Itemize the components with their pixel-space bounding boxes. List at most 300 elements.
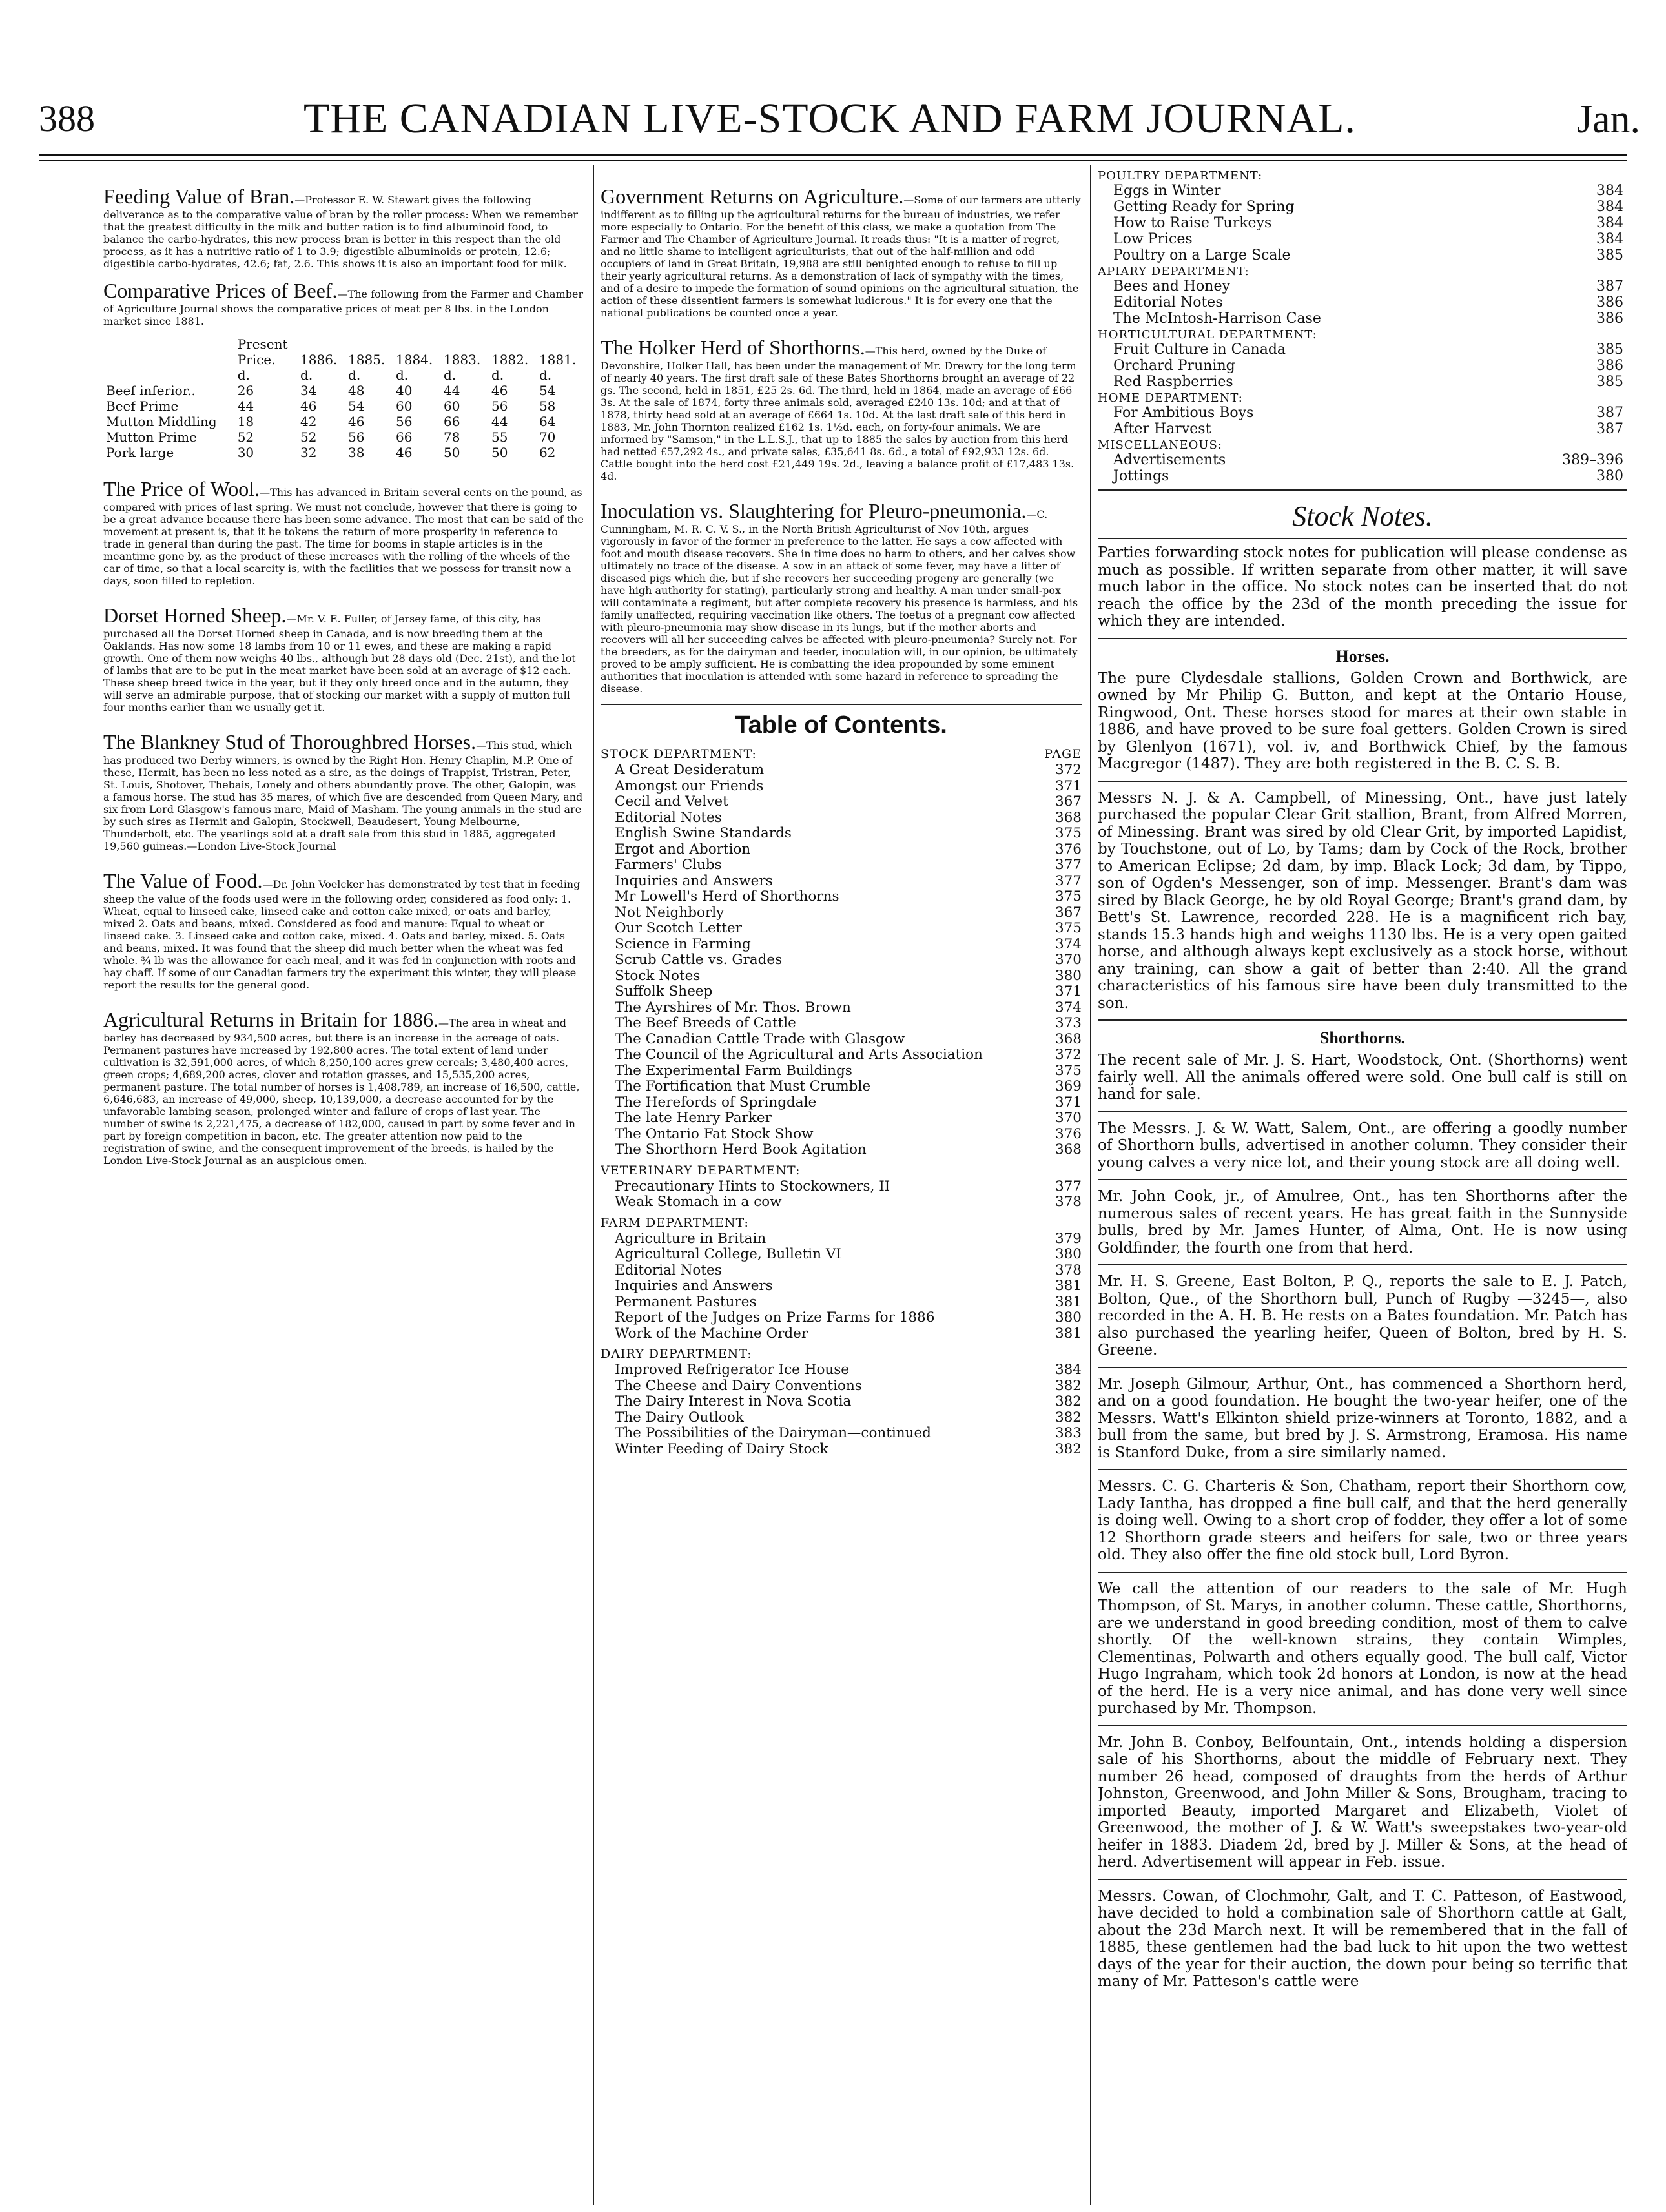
toc-section-name: HOME DEPARTMENT: <box>1098 391 1243 405</box>
toc-entry-title: Permanent Pastures <box>615 1293 757 1310</box>
toc-entry-title: Agriculture in Britain <box>615 1230 766 1247</box>
toc-section-name: MISCELLANEOUS: <box>1098 438 1222 452</box>
toc-entry <box>601 1326 1082 1342</box>
toc-entry-page: 387 <box>1596 405 1623 421</box>
table-cell: d. <box>539 367 552 383</box>
table-cell: d. <box>491 367 504 383</box>
table-cell: Beef inferior.. <box>106 383 196 398</box>
toc-entry-title: Work of the Machine Order <box>615 1325 808 1342</box>
toc-entry-page: 378 <box>1054 1262 1082 1278</box>
toc-entry-page: 385 <box>1596 342 1623 358</box>
table-cell: 46 <box>300 398 317 414</box>
toc-section-heading <box>601 1163 1082 1178</box>
toc-entry <box>601 1394 1082 1410</box>
toc-entry <box>601 968 1082 985</box>
toc-entry-page: 384 <box>1596 231 1623 247</box>
table-cell: d. <box>300 367 313 383</box>
toc-entry <box>1098 231 1627 247</box>
toc-entry-title: How to Raise Turkeys <box>1113 215 1272 231</box>
toc-entry-title: Getting Ready for Spring <box>1113 199 1295 215</box>
table-cell: 50 <box>443 445 460 460</box>
toc-entry <box>601 1000 1082 1016</box>
table-header-row <box>103 367 584 383</box>
toc-entry-page: 380 <box>1596 468 1623 484</box>
toc-entry <box>601 810 1082 826</box>
toc-entry <box>601 1362 1082 1378</box>
toc-entry-page: 368 <box>1054 1030 1082 1047</box>
table-cell: 42 <box>300 414 317 429</box>
table-cell: 60 <box>396 398 413 414</box>
table-cell: Mutton Middling <box>106 414 217 429</box>
toc-entry-title: Improved Refrigerator Ice House <box>615 1362 850 1378</box>
toc-section-name: HORTICULTURAL DEPARTMENT: <box>1098 328 1317 342</box>
table-row <box>103 445 584 460</box>
toc-entry <box>1098 311 1627 327</box>
toc-entry <box>601 1278 1082 1295</box>
toc-entry-title: Bees and Honey <box>1113 278 1230 294</box>
table-cell <box>537 336 584 352</box>
toc-entry-page: 375 <box>1054 888 1082 905</box>
toc-entry <box>601 1047 1082 1063</box>
table-cell: 1885. <box>348 352 386 367</box>
toc-entry <box>601 1410 1082 1426</box>
stock-note: Messrs. C. G. Charteris & Son, Chatham, report their Shorthorn cow, Lady Iantha, has dropped a fine bull calf, and that the herd generally is doing well. Owing to a short crop of fodder, they offer a lot of some 12 Shorthorn grade steers and heifers for sale, two or three years old. They also offer the fine old stock bull, Lord Byron. <box>1098 1478 1627 1573</box>
toc-entry-title: Red Raspberries <box>1113 374 1233 390</box>
stock-note: Mr. H. S. Greene, East Bolton, P. Q., reports the sale to E. J. Patch, Bolton, Que., of the Shorthorn bull, Punch of Rugby —3245—, also recorded in the A. H. B. He rests on a Bates foundation. Mr. Patch has also purchased the yearling heifer, Queen of Bolton, bred by H. S. Greene. <box>1098 1273 1627 1368</box>
toc-entry <box>601 1426 1082 1442</box>
toc-entry-title: The late Henry Parker <box>615 1110 772 1126</box>
toc-entry <box>601 842 1082 858</box>
toc-entry <box>601 826 1082 842</box>
table-cell: 1884. <box>396 352 433 367</box>
stock-note: The recent sale of Mr. J. S. Hart, Woodstock, Ont. (Shorthorns) went fairly well. All the animals offered were sold. One bull calf is still on hand for sale. <box>1098 1052 1627 1112</box>
section-rule <box>1098 489 1627 491</box>
table-cell: 1883. <box>443 352 481 367</box>
toc-entry-page: 375 <box>1054 825 1082 841</box>
toc-entry <box>601 1016 1082 1032</box>
stock-note: Messrs N. J. & A. Campbell, of Minessing, Ont., have just lately purchased the popular Clear Grit stallion, Brant, from Alfred Morren, of Minessing. Brant was sired by old Clear Grit, by imported Lapidist, by Touchstone, out of Lo, by Tams; dam by Cock of the Rock, brother to American Eclipse; 2d dam, by imp. Black Lock; 3d dam, by Tippo, son of Ogden's Messenger, son of imp. Messenger. Brant's dam was sired by Black George, he by old Royal George; Brant's grand dam, by Bett's St. Lawrence, recorded 228. He is a magnificent rich bay, stands 15.3 hands high and weighs 1130 lbs. He is a very open gaited horse, and although always kept exclusively as a stock horse, without any training, can show a gait of better than 2:40. All the grand characteristics of his famous sire have been duly transmitted to the son. <box>1098 790 1627 1021</box>
toc-entry-title: The Cheese and Dairy Conventions <box>615 1377 862 1394</box>
toc-entry-page: 371 <box>1054 983 1082 999</box>
toc-entry <box>601 857 1082 874</box>
article-title: The Blankney Stud of Thoroughbred Horses. <box>103 730 477 753</box>
table-cell: 44 <box>443 383 460 398</box>
toc-entry <box>601 1295 1082 1311</box>
toc-entry-page: 375 <box>1054 1062 1082 1079</box>
table-row <box>103 414 584 429</box>
toc-entry-page: 384 <box>1054 1362 1082 1378</box>
toc-entry-title: After Harvest <box>1113 421 1211 437</box>
toc-entry-page: 379 <box>1054 1230 1082 1247</box>
toc-entry-page: 382 <box>1054 1377 1082 1394</box>
toc-entry-page: 377 <box>1054 857 1082 873</box>
toc-entry <box>1098 294 1627 311</box>
toc-entry <box>601 937 1082 953</box>
table-cell: 55 <box>491 429 508 445</box>
table-cell: 48 <box>348 383 365 398</box>
toc-entry <box>1098 358 1627 374</box>
toc-entry-page: 375 <box>1054 920 1082 936</box>
article-title: Comparative Prices of Beef. <box>103 279 338 302</box>
toc-entry <box>601 952 1082 968</box>
toc-entry <box>1098 468 1627 484</box>
toc-entry-title: Orchard Pruning <box>1113 358 1235 374</box>
toc-entry-page: 387 <box>1596 421 1623 437</box>
table-cell: 1886. <box>300 352 338 367</box>
table-cell: Beef Prime <box>106 398 179 414</box>
toc-entry-page: 371 <box>1054 777 1082 794</box>
table-cell <box>298 336 345 352</box>
article-title: Dorset Horned Sheep. <box>103 604 287 627</box>
toc-entry-page: 380 <box>1054 967 1082 984</box>
toc-entry <box>601 1142 1082 1158</box>
header-rule-thin <box>39 160 1627 161</box>
table-cell: Present <box>237 336 288 352</box>
table-cell: 44 <box>237 398 254 414</box>
table-cell: 32 <box>300 445 317 460</box>
toc-entry-page: 372 <box>1054 1047 1082 1063</box>
toc-entry-title: Cecil and Velvet <box>615 794 728 810</box>
toc-entry <box>601 984 1082 1000</box>
table-cell: 58 <box>539 398 556 414</box>
toc-section-heading <box>601 1347 1082 1361</box>
toc-entry-title: Stock Notes <box>615 967 701 984</box>
toc-entry <box>601 794 1082 810</box>
toc-entry-title: Scrub Cattle vs. Grades <box>615 952 783 968</box>
toc-entry-title: The Ayrshires of Mr. Thos. Brown <box>615 999 851 1016</box>
toc-entry <box>1098 215 1627 231</box>
toc-section-name: FARM DEPARTMENT: <box>601 1215 749 1230</box>
toc-section-heading <box>601 747 1082 761</box>
table-cell: 56 <box>396 414 413 429</box>
toc-section-name: APIARY DEPARTMENT: <box>1098 265 1250 278</box>
toc-entry-title: The Herefords of Springdale <box>615 1094 817 1111</box>
toc-entry-page: 368 <box>1054 809 1082 826</box>
toc-entry <box>601 1095 1082 1111</box>
journal-title: THE CANADIAN LIVE-STOCK AND FARM JOURNAL. <box>303 95 1356 142</box>
issue-month: Jan. <box>1576 97 1640 141</box>
toc-entry-title: Jottings <box>1113 468 1169 484</box>
table-cell: 50 <box>491 445 508 460</box>
toc-entry-title: Amongst our Friends <box>615 777 764 794</box>
toc-entry-page: 373 <box>1054 1015 1082 1031</box>
toc-entry-title: Advertisements <box>1113 452 1226 468</box>
toc-entry <box>1098 342 1627 358</box>
toc-entry-page: 369 <box>1054 1078 1082 1094</box>
toc-entry <box>601 1063 1082 1080</box>
table-cell: 62 <box>539 445 556 460</box>
toc-entry-title: Eggs in Winter <box>1113 183 1221 199</box>
table-cell: 46 <box>348 414 365 429</box>
table-cell: 66 <box>396 429 413 445</box>
toc-entry <box>1098 421 1627 437</box>
table-cell <box>103 336 235 352</box>
toc-list <box>601 747 1082 1457</box>
table-cell: 46 <box>491 383 508 398</box>
toc-entry-page: 386 <box>1596 294 1623 311</box>
toc-section-heading <box>1098 328 1627 342</box>
column-1: Feeding Value of Bran.—Professor E. W. Stewart gives the following deliverance as to the comparative value of bran by the roller process: When we remember that the greatest difficulty in the milk and butter ration is to find albuminoid food, to balance the carbo-hydrates, this new process bran is better in this respect than the old process, as it has a nutritive ratio of 1 to 3.9; digestible albuminoids or protein, 12.6; digestible carbo-hydrates, 42.6; fat, 2.6. This shows it is also an important food for milk. Comparative Prices of Beef.—The following from the Farmer and Chamber of Agriculture Journal shows the comparative prices of meat per 8 lbs. in the London market since 1881. Present Price. 1886. 1885. 1884. 1883. 1882. 1881. d. d. d. d. d. d. d. Beef inferior.. 26 34 48 40 44 46 54 Beef Prime 44 46 54 60 60 56 58 Mutton Middling 18 42 46 56 66 44 64 Mutton Prime 52 52 56 66 78 55 70 Pork large 30 32 38 46 50 50 62 The Price of Wool.—This has advanced in Britain several cents on the pound, as compared with prices of last spring. We must not conclude, however that there is going to be a great advance because there has been some advance. The most that can be said of the movement at present is, that it be tokens the return of more prosperity in reference to trade in general than during the past. The time for booms in staple articles is in the meantime gone by, as the product of these increases with the rolling of the wheels of the car of time, so that a local scarcity is, with the facilities that we possess for transit now a days, soon filled to repletion. Dorset Horned Sheep.—Mr. V. E. Fuller, of Jersey fame, of this city, has purchased all the Dorset Horned sheep in Canada, and is now breeding them at the Oaklands. Has now some 18 lambs from 10 or 11 ewes, and these are making a rapid growth. One of them now weighs 40 lbs., although but 28 days old (Dec. 21st), and the lot of lambs that are to be put in the meat market have been sold at an average of $12 each. These sheep breed twice in the year, but if they only breed once and in the autumn, they will serve an admirable purpose, that of stocking our market with a supply of mutton full four months earlier than we usually get it. The Blankney Stud of Thoroughbred Horses.—This stud, which has produced two Derby winners, is owned by the Right Hon. Henry Chaplin, M.P. One of these, Hermit, has been no less noted as a sire, as the doings of Trappist, Tristran, Peter, St. Louis, Shotover, Thebais, Lonely and others abundantly prove. The other, Galopin, was a famous horse. The stud has 35 mares, of which five are descended from Queen Mary, and six from Lord Glasgow's famous mare, Maid of Masham. The young animals in the stud are by such sires as Hermit and Galopin, Stockwell, Beaudesert, Young Melbourne, Thunderbolt, etc. The yearlings sold at a draft sale from this stud in 1885, aggregated 19,560 guineas.—London Live-Stock Journal The Value of Food.—Dr. John Voelcker has demonstrated by test that in feeding sheep the value of the foods used were in the following order, considered as food only: 1. Wheat, equal to linseed cake, linseed cake and cotton cake mixed, or oats and barley, mixed 2. Oats and beans, mixed. Considered as food and manure: Equal to wheat or linseed cake. 3. Linseed cake and cotton cake, mixed. 4. Oats and barley, mixed. 5. Oats and beans, mixed. It was found that the sheep did much better when the wheat was fed whole. ¾ lb was the allowance for each meal, and it was fed in conjunction with roots and hay chaff. If some of our Canadian farmers try the experiment this winter, they will please report the results for the general good. Agricultural Returns in Britain for 1886.—The area in wheat and barley has decreased by 934,500 acres, but there is an increase in the acreage of oats. Permanent pastures have increased by 192,800 acres. The total extent of land under cultivation is 32,591,000 acres, of which 8,250,100 acres grew cereals; 3,480,400 acres, green crops; 4,689,200 acres, clover and rotation grasses, and 15,535,200 acres, permanent pasture. The total number of horses is 1,408,789, an increase of 16,500, cattle, 6,646,683, an increase of 49,000, sheep, 10,139,000, a decrease accounted for by the unfavorable lambing season, prolonged winter and failure of crops of last year. The number of swine is 2,221,475, a decrease of 182,000, caused in part by some fever and in part by foreign competition in bacon, etc. The greater attention now paid to the registration of swine, and the consequent improvement of the breeds, is hailed by the London Live-Stock Journal as an auspicious omen. <box>103 185 584 1167</box>
toc-entry-title: Editorial Notes <box>615 809 722 826</box>
toc-section-name: STOCK DEPARTMENT: <box>601 747 757 761</box>
toc-entry-page: 381 <box>1054 1293 1082 1310</box>
toc-entry-title: The Dairy Interest in Nova Scotia <box>615 1393 852 1409</box>
toc-entry-page: 370 <box>1054 1110 1082 1126</box>
toc-entry-page: 387 <box>1596 278 1623 294</box>
toc-entry-title: Suffolk Sheep <box>615 983 713 999</box>
toc-entry-title: For Ambitious Boys <box>1113 405 1254 421</box>
table-cell: 34 <box>300 383 317 398</box>
toc-entry-page: 367 <box>1054 904 1082 921</box>
page-number: 388 <box>39 97 95 139</box>
table-cell: d. <box>443 367 457 383</box>
toc-entry-title: Winter Feeding of Dairy Stock <box>615 1440 828 1457</box>
toc-entry-page: 386 <box>1596 358 1623 374</box>
toc-entry <box>601 1247 1082 1263</box>
toc-section-heading <box>1098 265 1627 278</box>
table-cell: 56 <box>348 429 365 445</box>
table-cell <box>103 352 235 367</box>
table-cell: 52 <box>237 429 254 445</box>
stock-note: Mr. John Cook, jr., of Amulree, Ont., has ten Shorthorns after the numerous sales of recent years. He has great faith in the Sunnyside bulls, bred by Mr. James Hunter, of Alma, Ont. He is now using Goldfinder, the fourth one from that herd. <box>1098 1188 1627 1265</box>
toc-entry-title: Inquiries and Answers <box>615 872 773 889</box>
table-cell: 44 <box>491 414 508 429</box>
toc-entry-title: The Dairy Outlook <box>615 1409 744 1426</box>
table-header-row <box>103 352 584 367</box>
article-title: The Price of Wool. <box>103 477 260 500</box>
toc-section-name: DAIRY DEPARTMENT: <box>601 1347 752 1361</box>
table-cell: 1881. <box>539 352 577 367</box>
toc-entry <box>1098 199 1627 215</box>
toc-entry-title: Weak Stomach in a cow <box>615 1194 782 1210</box>
toc-entry-title: The Ontario Fat Stock Show <box>615 1125 814 1142</box>
article-title: The Holker Herd of Shorthorns. <box>601 336 865 359</box>
shorthorns-heading: Shorthorns. <box>1319 1029 1406 1047</box>
table-cell: Mutton Prime <box>106 429 197 445</box>
toc-entry <box>601 1378 1082 1395</box>
toc-entry <box>601 874 1082 890</box>
toc-entry <box>601 763 1082 779</box>
toc-entry-title: The Canadian Cattle Trade with Glasgow <box>615 1030 905 1047</box>
toc-section-heading <box>1098 438 1627 452</box>
toc-entry-page: 382 <box>1054 1440 1082 1457</box>
toc-entry-title: Poultry on a Large Scale <box>1113 247 1291 263</box>
toc-entry-page: 380 <box>1054 1309 1082 1326</box>
toc-entry <box>1098 452 1627 468</box>
section-rule <box>601 704 1082 705</box>
toc-entry <box>1098 405 1627 421</box>
table-cell: 30 <box>237 445 254 460</box>
toc-entry-page: 376 <box>1054 1125 1082 1142</box>
table-cell: 52 <box>300 429 317 445</box>
toc-entry-page: 386 <box>1596 311 1623 327</box>
page-header <box>39 97 1640 155</box>
toc-entry <box>601 1111 1082 1127</box>
column-2: Government Returns on Agriculture.—Some of our farmers are utterly indifferent as to filling up the agricultural returns for the bureau of industries, we refer more especially to Ontario. For the benefit of this class, we make a quotation from The Farmer and The Chamber of Agriculture Journal. It reads thus: "It is a matter of regret, and no little shame to intelligent agriculturists, that out of the half-million and odd occupiers of land in Great Britain, 19,988 are still benighted enough to refuse to fill up their yearly agricultural returns. As a demonstration of lack of sympathy with the times, and of a desire to impede the formation of sound opinions on the agricultural situation, the action of these dissentient farmers is somewhat ludicrous." It is for every one that the national publications be counted once a year. The Holker Herd of Shorthorns.—This herd, owned by the Duke of Devonshire, Holker Hall, has been under the management of Mr. Drewry for the long term of nearly 40 years. The first draft sale of these Bates Shorthorns brought an average of 22 gs. The second, held in 1851, £25 2s. 6d. The third, held in 1864, made an average of £66 3s. At the sale of 1874, forty three animals sold, averaged £240 13s. 10d; and at that of 1878, thirty head sold at an average of £664 1s. 10d. At the last draft sale of this herd in 1883, Mr. John Thornton realized £162 1s. 1½d. each, on forty-four animals. We are informed by "Samson," in the L.L.S.J., that up to 1885 the sales by auction from this herd had netted £57,292 4s., and private sales, £35,641 8s. 6d., a total of £92,933 12s. 6d. Cattle bought into the herd cost £21,449 19s. 2d., leaving a balance profit of £17,483 13s. 4d. Inoculation vs. Slaughtering for Pleuro-pneumonia.—C. Cunningham, M. R. C. V. S., in the North British Agriculturist of Nov 10th, argues vigorously in favor of the former in preference to the latter. He says a cow affected with foot and mouth disease recovers. She in time does no harm to others, and her calves show ultimately no trace of the disease. A sow in an attack of some fever, may have a litter of diseased pigs which die, but if she recovers her succeeding progeny are generally (we have high authority for stating), particularly strong and healthy. A man under small-pox will contaminate a regiment, but after complete recovery his presence is harmless, and his family unaffected, requiring vaccination like others. The foetus of a pregnant cow affected with pleuro-pneumonia may show disease in its lungs, but if the mother aborts and recovers will all her succeeding calves be affected with pleuro-pneumonia? Surely not. For the breeders, as for the dairyman and feeder, inoculation will, in our opinion, be ultimately proved to be amply sufficient. He is combatting the idea propounded by some eminent authorities that inoculation is attended with some hazard in reference to spreading the disease. Table of Contents. STOCK DEPARTMENT: PAGE A Great Desideratum 372 Amongst our Friends 371 Cecil and Velvet 367 Editorial Notes 368 English Swine Standards 375 Ergot and Abortion 376 Farmers' Clubs 377 Inquiries and Answers 377 Mr Lowell's Herd of Shorthorns 375 Not Neighborly 367 Our Scotch Letter 375 Science in Farming 374 Scrub Cattle vs. Grades 370 Stock Notes 380 Suffolk Sheep 371 The Ayrshires of Mr. Thos. Brown 374 The Beef Breeds of Cattle 373 The Canadian Cattle Trade with Glasgow 368 The Council of the Agricultural and Arts Association 372 The Experimental Farm Buildings 375 The Fortification that Must Crumble 369 The Herefords of Springdale 371 The late Henry Parker 370 The Ontario Fat Stock Show 376 The Shorthorn Herd Book Agitation 368 VETERINARY DEPARTMENT: Precautionary Hints to Stockowners, II 377 Weak Stomach in a cow 378 FARM DEPARTMENT: Agriculture in Britain 379 Agricultural College, Bulletin VI 380 Editorial Notes 378 Inquiries and Answers 381 Permanent Pastures 381 Report of the Judges on Prize Farms for 1886 380 Work of the Machine Order 381 DAIRY DEPARTMENT: Improved Refrigerator Ice House 384 The Cheese and Dairy Conventions 382 The Dairy Interest in Nova Scotia 382 The Dairy Outlook 382 The Possibilities of the Dairyman—continued 383 Winter Feeding of Dairy Stock 382 <box>601 185 1082 1457</box>
toc-entry <box>601 889 1082 905</box>
table-cell: 66 <box>443 414 460 429</box>
beef-price-table <box>103 336 584 460</box>
article-title: Inoculation vs. Slaughtering for Pleuro-pneumonia. <box>601 499 1027 522</box>
toc-entry-title: The Council of the Agricultural and Arts Association <box>615 1047 983 1063</box>
toc-entry <box>1098 278 1627 294</box>
toc-entry-title: Report of the Judges on Prize Farms for 1886 <box>615 1309 935 1326</box>
toc-entry <box>601 1310 1082 1326</box>
toc-section-name: POULTRY DEPARTMENT: <box>1098 169 1263 183</box>
toc-entry-page: 371 <box>1054 1094 1082 1111</box>
toc-entry-title: Science in Farming <box>615 936 751 952</box>
toc-entry-title: Our Scotch Letter <box>615 920 742 936</box>
table-cell <box>393 336 441 352</box>
table-cell <box>345 336 393 352</box>
toc-entry-title: Low Prices <box>1113 231 1193 247</box>
toc-entry-page: 384 <box>1596 199 1623 215</box>
toc-entry-page: 382 <box>1054 1393 1082 1409</box>
toc-entry-page: 381 <box>1054 1278 1082 1294</box>
toc-entry-page: 374 <box>1054 936 1082 952</box>
toc-entry <box>601 1194 1082 1211</box>
table-of-contents <box>601 712 1082 1457</box>
table-cell: Price. <box>237 352 276 367</box>
toc-section-heading <box>601 1216 1082 1230</box>
toc-entry-page: 368 <box>1054 1142 1082 1158</box>
toc-entry-page: 378 <box>1054 1194 1082 1210</box>
table-cell: 18 <box>237 414 254 429</box>
stock-note: Mr. John B. Conboy, Belfountain, Ont., intends holding a dispersion sale of his Shorthorns, about the middle of February next. They number 26 head, composed of draughts from the herds of Arthur Johnston, Greenwood, and John Miller & Sons, Brougham, tracing to imported Beauty, imported Margaret and Elizabeth, Violet of Greenwood, the mother of J. & W. Watt's sweepstakes two-year-old heifer in 1883. Diadem 2d, bred by J. Miller & Sons, at the head of herd. Advertisement will appear in Feb. issue. <box>1098 1734 1627 1880</box>
toc-entry-page: 384 <box>1596 215 1623 231</box>
toc-entry-page: 370 <box>1054 952 1082 968</box>
column-divider <box>593 165 594 2205</box>
stock-notes-intro: Parties forwarding stock notes for publication will please condense as much as possible. If written separate from other matter, it will save much labor in the office. No stock notes can be inserted that do not reach the office by the 23d of the month preceding the issue for which they are intended. <box>1098 544 1627 639</box>
toc-entry <box>601 1263 1082 1279</box>
article-title: Agricultural Returns in Britain for 1886. <box>103 1008 439 1031</box>
table-cell: 70 <box>539 429 556 445</box>
toc-list-continued <box>1098 169 1627 484</box>
toc-entry-page: 380 <box>1054 1246 1082 1262</box>
toc-page-label: PAGE <box>1044 747 1082 761</box>
table-cell: d. <box>237 367 250 383</box>
table-cell: d. <box>396 367 409 383</box>
toc-entry-title: A Great Desideratum <box>615 762 765 778</box>
toc-section-name: VETERINARY DEPARTMENT: <box>601 1163 801 1178</box>
toc-entry <box>601 1127 1082 1143</box>
table-cell: 78 <box>443 429 460 445</box>
table-cell: 1882. <box>491 352 529 367</box>
toc-entry-page: 377 <box>1054 1178 1082 1194</box>
article-title: Government Returns on Agriculture. <box>601 185 904 208</box>
table-cell: 38 <box>348 445 365 460</box>
table-cell: 46 <box>396 445 413 460</box>
table-header-row <box>103 336 584 352</box>
toc-entry-title: Fruit Culture in Canada <box>1113 342 1286 358</box>
table-cell: 40 <box>396 383 413 398</box>
stock-note: The pure Clydesdale stallions, Golden Crown and Borthwick, are owned by Mr Philip G. Button, and kept at the Ontario House, Ringwood, Ont. These horses stood for mares at their own stable in 1886, and have proved to be sure foal getters. Golden Crown is sired by Glenlyon (1671), vol. iv, and Borthwick Chief, by the famous Macgregor (1487). They are both registered in the B. C. S. B. <box>1098 670 1627 782</box>
stock-note: Messrs. Cowan, of Clochmohr, Galt, and T. C. Patteson, of Eastwood, have decided to hold a combination sale of Shorthorn cattle at Galt, about the 23d March next. It will be remembered that in the fall of 1885, these gentlemen had the bad luck to hit upon the two wettest days of the year for their auction, the down pour being so terrific that many of Mr. Patteson's cattle were <box>1098 1887 1627 1990</box>
toc-entry-title: Ergot and Abortion <box>615 841 751 857</box>
toc-entry-page: 374 <box>1054 999 1082 1016</box>
table-cell <box>489 336 537 352</box>
table-cell: 54 <box>348 398 365 414</box>
toc-entry <box>601 921 1082 937</box>
toc-entry-title: Editorial Notes <box>1113 294 1223 311</box>
stock-notes-title: Stock Notes. <box>1292 500 1433 532</box>
toc-entry-page: 381 <box>1054 1325 1082 1342</box>
toc-entry-title: The Experimental Farm Buildings <box>615 1062 852 1079</box>
table-cell: 56 <box>491 398 508 414</box>
toc-entry-title: Agricultural College, Bulletin VI <box>615 1246 841 1262</box>
toc-entry-title: Farmers' Clubs <box>615 857 722 873</box>
toc-entry <box>601 779 1082 795</box>
toc-entry <box>601 1231 1082 1247</box>
toc-entry <box>601 1179 1082 1195</box>
section-rule <box>1098 538 1627 539</box>
article-title: Feeding Value of Bran. <box>103 185 295 208</box>
toc-entry <box>601 1442 1082 1458</box>
toc-entry-page: 376 <box>1054 841 1082 857</box>
toc-entry-page: 385 <box>1596 374 1623 390</box>
toc-entry-page: 377 <box>1054 872 1082 889</box>
toc-entry <box>601 1079 1082 1095</box>
toc-entry <box>601 1032 1082 1048</box>
toc-entry-page: 385 <box>1596 247 1623 263</box>
table-cell: d. <box>348 367 361 383</box>
table-cell: 60 <box>443 398 460 414</box>
toc-entry-title: Editorial Notes <box>615 1262 722 1278</box>
table-cell <box>441 336 489 352</box>
toc-entry-title: The Possibilities of the Dairyman—continued <box>615 1425 931 1441</box>
table-row <box>103 383 584 398</box>
toc-entry-title: Mr Lowell's Herd of Shorthorns <box>615 888 839 905</box>
toc-entry-title: The Fortification that Must Crumble <box>615 1078 871 1094</box>
toc-entry-title: Not Neighborly <box>615 904 725 921</box>
article-title: The Value of Food. <box>103 869 263 892</box>
stock-note: We call the attention of our readers to the sale of Mr. Hugh Thompson, of St. Marys, in another column. These cattle, Shorthorns, are we understand in good breeding condition, most of them to calve shortly. Of the well-known strains, they contain Wimples, Clementinas, Polwarth and others equally good. The bull calf, Victor Hugo Ingraham, which took 2d honors at London, is now at the head of the herd. He is a very nice animal, and has done very well since purchased by Mr. Thompson. <box>1098 1581 1627 1726</box>
toc-entry-title: The Shorthorn Herd Book Agitation <box>615 1142 867 1158</box>
toc-entry <box>1098 183 1627 199</box>
table-cell: Pork large <box>106 445 174 460</box>
horses-heading: Horses. <box>1335 646 1390 666</box>
table-cell: 26 <box>237 383 254 398</box>
toc-entry-title: The Beef Breeds of Cattle <box>615 1015 796 1031</box>
toc-entry-title: The McIntosh-Harrison Case <box>1113 311 1321 327</box>
toc-entry <box>1098 374 1627 390</box>
toc-section-heading <box>1098 169 1627 183</box>
toc-title: Table of Contents. <box>735 712 947 739</box>
toc-entry-page: 389–396 <box>1562 452 1623 468</box>
table-cell <box>103 367 235 383</box>
toc-entry-page: 382 <box>1054 1409 1082 1426</box>
toc-entry-page: 384 <box>1596 183 1623 199</box>
toc-entry <box>601 905 1082 921</box>
column-3 <box>1098 168 1627 2000</box>
stock-note: The Messrs. J. & W. Watt, Salem, Ont., are offering a goodly number of Shorthorn bulls, advertised in another column. They consider their young calves a very nice lot, and their young stock are all doing well. <box>1098 1120 1627 1181</box>
table-cell: 54 <box>539 383 556 398</box>
table-row <box>103 398 584 414</box>
toc-entry-page: 372 <box>1054 762 1082 778</box>
header-rule <box>39 154 1627 156</box>
toc-entry-page: 367 <box>1054 794 1082 810</box>
toc-entry-title: English Swine Standards <box>615 825 792 841</box>
toc-entry <box>1098 247 1627 263</box>
table-cell: 64 <box>539 414 556 429</box>
toc-entry-page: 383 <box>1054 1425 1082 1441</box>
toc-section-heading <box>1098 391 1627 405</box>
toc-entry-title: Inquiries and Answers <box>615 1278 773 1294</box>
column-divider <box>1090 165 1091 2205</box>
stock-note: Mr. Joseph Gilmour, Arthur, Ont., has commenced a Shorthorn herd, and on a good foundation. He bought the two-year heifer, one of the Messrs. Watt's Elkinton shield prize-winners at Toronto, 1882, and a bull from the same, but bred by J. S. Armstrong, Eramosa. His name is Stanford Duke, from a sire similarly named. <box>1098 1376 1627 1471</box>
table-row <box>103 429 584 445</box>
toc-entry-title: Precautionary Hints to Stockowners, II <box>615 1178 890 1194</box>
